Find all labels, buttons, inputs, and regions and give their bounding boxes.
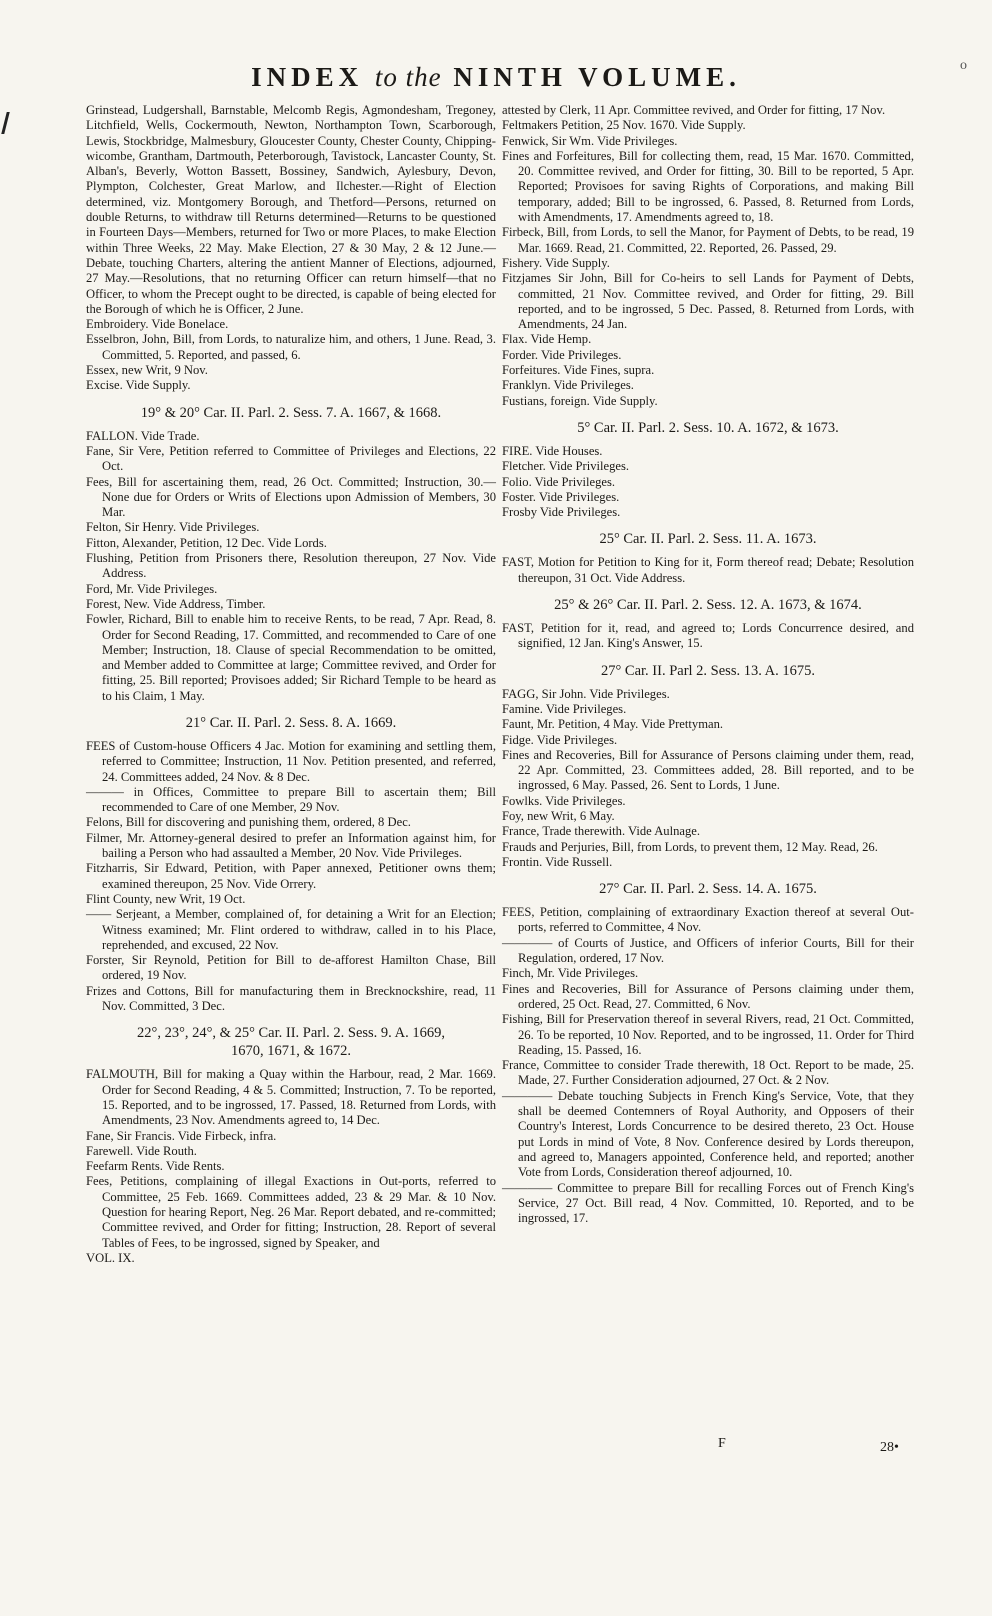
title-suffix: NINTH VOLUME. <box>453 62 741 92</box>
index-entry: ———— Committee to prepare Bill for recalling Forces out of French King's Service, 27 Oct. Bill read, 4 Nov. Committed, 10. Reported, and to be ingrossed, 17. <box>502 1180 914 1226</box>
index-entry: Fines and Forfeitures, Bill for collecting them, read, 15 Mar. 1670. Committed, 20. Committee revived, and Order for fitting, 30. Bill to be reported, 5 Apr. Reported; Provisoes for saving Rights of Corporations, and making Bill temporary, added; Bill to be ingrossed, 6. Passed, 8. Returned from Lords, with Amendments, 17. Amendments agreed to, 18. <box>502 148 914 225</box>
index-entry: FAST, Petition for it, read, and agreed to; Lords Concurrence desired, and signified, 12 Jan. King's Answer, 15. <box>502 621 914 651</box>
index-entry: Fines and Recoveries, Bill for Assurance of Persons claiming under them, ordered, 25 Oct. Read, 27. Committed, 6 Nov. <box>502 981 914 1011</box>
index-entry: Excise. Vide Supply. <box>86 378 191 393</box>
index-entry: —— Serjeant, a Member, complained of, for detaining a Writ for an Election; Witness examined; Mr. Flint ordered to withdraw, called in to his Place, reprehended, and excused, 22 Nov. <box>86 907 496 952</box>
index-entry: Faunt, Mr. Petition, 4 May. Vide Prettyman. <box>502 717 724 732</box>
index-entry: FALMOUTH, Bill for making a Quay within the Harbour, read, 2 Mar. 1669. Order for Second Reading, 4 & 5. Committed; Instruction, 7. To be reported, 15. Reported, and to be ingrossed, 17. Passed, 18. Returned from Lords, with Amendments, 23 Nov. Amendments agreed to, 14 Dec. <box>86 1067 496 1128</box>
index-entry: France, Trade therewith. Vide Aulnage. <box>502 824 701 839</box>
index-entry: ———— of Courts of Justice, and Officers of inferior Courts, Bill for their Regulation, ordered, 17 Nov. <box>502 935 914 966</box>
index-entry: Forest, New. Vide Address, Timber. <box>86 596 266 611</box>
session-heading <box>86 1024 496 1060</box>
index-entry: Firbeck, Bill, from Lords, to sell the Manor, for Payment of Debts, to be read, 19 Mar. 1669. Read, 21. Committed, 22. Reported, 26. Passed, 29. <box>502 225 914 255</box>
index-entry: Fustians, foreign. Vide Supply. <box>502 393 658 408</box>
index-entry: Feltmakers Petition, 25 Nov. 1670. Vide Supply. <box>502 118 746 133</box>
index-entry: Fines and Recoveries, Bill for Assurance of Persons claiming under them, read, 22 Apr. Committed, 23. Committees added, 28. Bill reported, and to be ingrossed, 6 May. Passed, 26. Sent to Lords, 1 June. <box>502 747 914 793</box>
index-entry: Ford, Mr. Vide Privileges. <box>86 581 218 596</box>
index-entry: France, Committee to consider Trade therewith, 18 Oct. Report to be made, 25. Made, 27. Further Consideration adjourned, 27 Oct. & 2 Nov. <box>502 1058 914 1088</box>
index-entry: Frauds and Perjuries, Bill, from Lords, to prevent them, 12 May. Read, 26. <box>502 839 878 854</box>
index-entry: Finch, Mr. Vide Privileges. <box>502 966 639 981</box>
session-heading: 21° Car. II. Parl. 2. Sess. 8. A. 1669. <box>185 714 397 731</box>
index-entry: Fowlks. Vide Privileges. <box>502 793 626 808</box>
session-heading-line-2: 1670, 1671, & 1672. <box>230 1043 352 1060</box>
index-entry: FEES, Petition, complaining of extraordinary Exaction thereof at several Out-ports, referred to Committee, 4 Nov. <box>502 905 914 935</box>
continued-entry: Grinstead, Ludgershall, Barnstable, Melcomb Regis, Agmondesham, Tregoney, Litchfield, Wells, Cockermouth, Newton, Northampton Town, Scarborough, Lewis, Stockbridge, Malmesbury, Gloucester County, Chester County, Chipping-wicombe, Grantham, Dartmouth, Peterborough, Tavistock, Lancaster County, St. Alban's, Beverly, Wotton Bassett, Bossiney, Sandwich, Aylesbury, Devon, Plympton, Colchester, Great Marlow, and Ilchester.—Right of Election determined, viz. Montgomery Borough, and Thetford—Persons, returned on double Returns, to withdraw till Returns determined—Returns to be questioned in Fourteen Days—Members, returned for Two or more Places, to make Election within Three Weeks, 22 May. Make Election, 27 & 30 May, 2 & 12 June.—Debate, touching Charters, altering the antient Manner of Elections, adjourned, 27 May.—Resolutions, that no returning Officer can return himself—that no Officer, to whom the Precept ought to be directed, is capable of being elected for the Borough of which he is Officer, 2 June. <box>86 103 496 316</box>
index-entry: Fishery. Vide Supply. <box>502 255 610 270</box>
volume-footer: VOL. IX. <box>86 1250 135 1265</box>
index-entry: Forder. Vide Privileges. <box>502 347 622 362</box>
session-heading: 25° & 26° Car. II. Parl. 2. Sess. 12. A. 1673, & 1674. <box>554 597 862 614</box>
index-entry: FAGG, Sir John. Vide Privileges. <box>502 686 670 701</box>
index-entry: Fees, Bill for ascertaining them, read, 26 Oct. Committed; Instruction, 30.—None due for Orders or Writs of Elections upon Admission of Members, 30 Mar. <box>86 474 496 520</box>
index-entry: ——— in Offices, Committee to prepare Bill to ascertain them; Bill recommended to Care of one Member, 29 Nov. <box>86 784 496 815</box>
page-title <box>0 62 992 93</box>
index-entry: Franklyn. Vide Privileges. <box>502 378 634 393</box>
top-mark: o <box>960 58 967 73</box>
index-entry: Foy, new Writ, 6 May. <box>502 808 615 823</box>
index-entry: Folio. Vide Privileges. <box>502 474 616 489</box>
index-entry: Fowler, Richard, Bill to enable him to receive Rents, to be read, 7 Apr. Read, 8. Order for Second Reading, 17. Committed, and recommended to Care of one Member; Instruction, 18. Clause of special Recommendation to be omitted, and Member added to Committee at large; Committee revived, and Order for fitting, 25. Bill reported; Provisoes added; Sir Richard Temple to be heard as to his Claim, 1 May. <box>86 612 496 703</box>
index-entry: FAST, Motion for Petition to King for it, Form thereof read; Debate; Resolution thereupon, 31 Oct. Vide Address. <box>502 555 914 585</box>
index-entry: Forster, Sir Reynold, Petition for Bill to de-afforest Hamilton Chase, Bill ordered, 19 Nov. <box>86 953 496 983</box>
index-entry: Fitzharris, Sir Edward, Petition, with Paper annexed, Petitioner owns them; examined thereupon, 25 Nov. Vide Orrery. <box>86 861 496 891</box>
signature-mark: F <box>718 1436 726 1451</box>
index-entry: Forfeitures. Vide Fines, supra. <box>502 363 655 378</box>
session-heading: 19° & 20° Car. II. Parl. 2. Sess. 7. A. 1667, & 1668. <box>140 404 442 421</box>
margin-mark <box>1 112 19 134</box>
index-entry: Felons, Bill for discovering and punishing them, ordered, 8 Dec. <box>86 815 411 830</box>
index-entry: Fane, Sir Vere, Petition referred to Committee of Privileges and Elections, 22 Oct. <box>86 443 496 474</box>
index-entry: Famine. Vide Privileges. <box>502 701 627 716</box>
index-entry: Fidge. Vide Privileges. <box>502 732 618 747</box>
index-entry: Fees, Petitions, complaining of illegal Exactions in Out-ports, referred to Committee, 25 Feb. 1669. Committees added, 23 & 29 Mar. & 10 Nov. Question for hearing Report, Neg. 26 Mar. Report debated, and re-committed; Committee revived, and Order for fitting; Instruction, 28. Report of several Tables of Fees, to be ingrossed, signed by Speaker, and <box>86 1174 496 1250</box>
index-entry: Flint County, new Writ, 19 Oct. <box>86 891 246 906</box>
index-entry: FALLON. Vide Trade. <box>86 428 200 443</box>
index-entry: Farewell. Vide Routh. <box>86 1143 197 1158</box>
title-prefix: INDEX <box>251 62 364 92</box>
title-mid: to the <box>374 62 442 92</box>
continued-entry: attested by Clerk, 11 Apr. Committee revived, and Order for fitting, 17 Nov. <box>502 103 886 117</box>
session-heading: 25° Car. II. Parl. 2. Sess. 11. A. 1673. <box>599 531 817 548</box>
index-entry: Feefarm Rents. Vide Rents. <box>86 1159 225 1174</box>
session-heading: 5° Car. II. Parl. 2. Sess. 10. A. 1672, & 1673. <box>577 419 839 436</box>
index-entry: Fane, Sir Francis. Vide Firbeck, infra. <box>86 1128 277 1143</box>
page-number: 28• <box>880 1440 899 1455</box>
index-entry: Filmer, Mr. Attorney-general desired to prefer an Information against him, for bailing a Person who had assaulted a Member, 20 Nov. Vide Privileges. <box>86 830 496 861</box>
session-heading: 27° Car. II. Parl. 2. Sess. 14. A. 1675. <box>599 881 817 898</box>
index-entry: Essex, new Writ, 9 Nov. <box>86 363 208 378</box>
index-entry: Esselbron, John, Bill, from Lords, to naturalize him, and others, 1 June. Read, 3. Committed, 5. Reported, and passed, 6. <box>86 332 496 362</box>
index-entry: ———— Debate touching Subjects in French King's Service, Vote, that they shall be deemed Contemners of Royal Authority, and Opposers of their Country's Interest, Lords Concurrence to be desired thereto, 23 Oct. House put Lords in mind of Vote, 8 Nov. Conference desired by Lords thereupon, and agreed to, Managers appointed, Conference held, and reported; another Vote from Lords, Consideration thereof adjourned, 10. <box>502 1088 914 1180</box>
index-entry: Fenwick, Sir Wm. Vide Privileges. <box>502 133 678 148</box>
index-entry: Fitton, Alexander, Petition, 12 Dec. Vide Lords. <box>86 535 327 550</box>
session-heading-line-1: 22°, 23°, 24°, & 25° Car. II. Parl. 2. Sess. 9. A. 1669, <box>137 1025 445 1042</box>
index-entry: Fletcher. Vide Privileges. <box>502 459 630 474</box>
index-entry: FEES of Custom-house Officers 4 Jac. Motion for examining and settling them, referred to Committee; Instruction, 11 Nov. Petition presented, and referred, 24. Committees added, 24 Nov. & 8 Dec. <box>86 738 496 784</box>
index-entry: Embroidery. Vide Bonelace. <box>86 317 229 332</box>
left-column <box>86 103 496 1266</box>
index-entry: Frizes and Cottons, Bill for manufacturing them in Brecknockshire, read, 11 Nov. Committed, 3 Dec. <box>86 983 496 1014</box>
index-entry: Felton, Sir Henry. Vide Privileges. <box>86 520 260 535</box>
index-entry: Fitzjames Sir John, Bill for Co-heirs to sell Lands for Payment of Debts, committed, 21 Nov. Committee revived, and Order for fitting, 29. Bill reported, and to be ingrossed, 5 Dec. Passed, 8. Returned from Lords, with Amendments, 24 Jan. <box>502 271 914 332</box>
index-entry: Fishing, Bill for Preservation thereof in several Rivers, read, 21 Oct. Committed, 26. To be reported, 10 Nov. Reported, and to be ingrossed, 11. Order for Third Reading, 15. Passed, 16. <box>502 1012 914 1057</box>
index-entry: Flushing, Petition from Prisoners there, Resolution thereupon, 27 Nov. Vide Address. <box>86 551 496 581</box>
index-entry: Flax. Vide Hemp. <box>502 332 592 347</box>
right-column <box>502 103 914 1226</box>
index-entry: FIRE. Vide Houses. <box>502 443 603 458</box>
index-entry: Frontin. Vide Russell. <box>502 854 613 869</box>
index-entry: Frosby Vide Privileges. <box>502 505 621 520</box>
session-heading: 27° Car. II. Parl 2. Sess. 13. A. 1675. <box>600 662 816 679</box>
index-entry: Foster. Vide Privileges. <box>502 489 620 504</box>
